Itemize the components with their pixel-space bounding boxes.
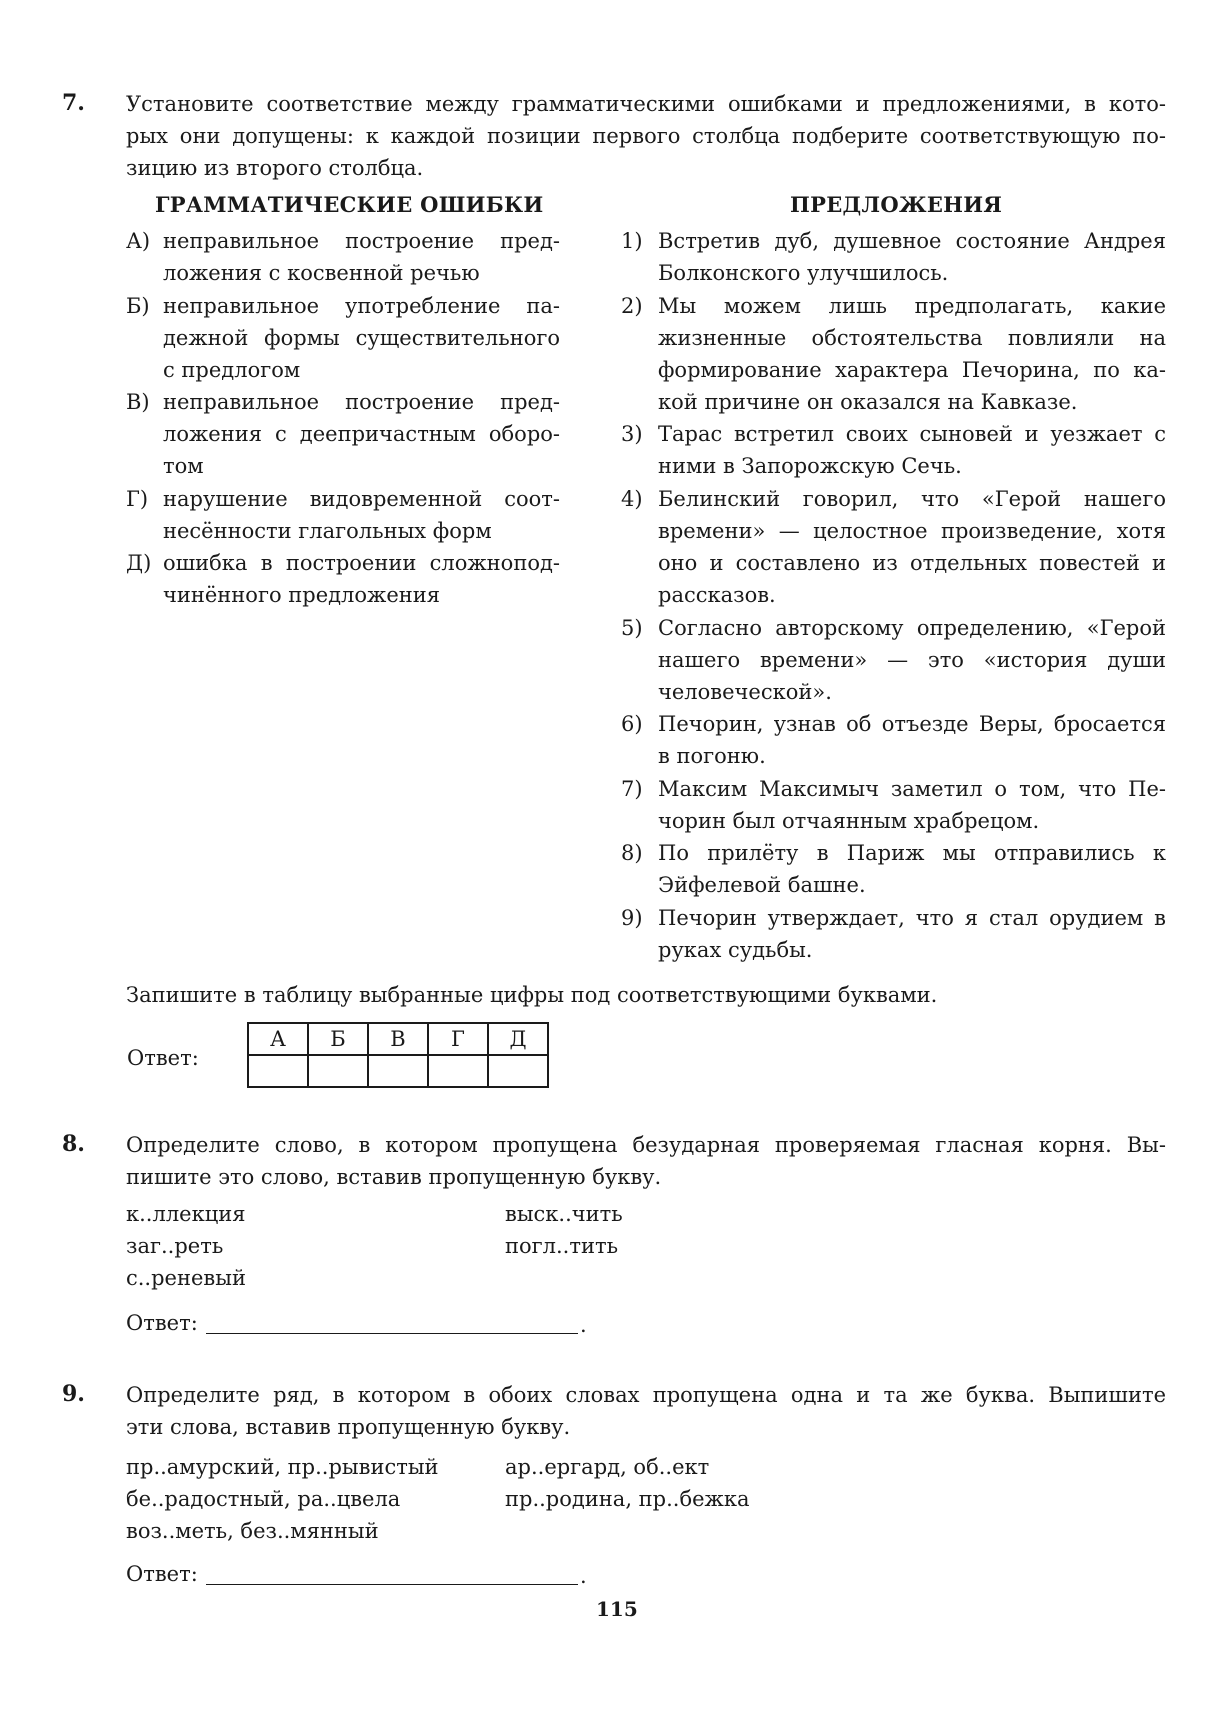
word-option: погл..тить	[505, 1234, 618, 1258]
errors-heading: ГРАММАТИЧЕСКИЕ ОШИБКИ	[155, 192, 544, 217]
word-pair-option: пр..родина, пр..бежка	[505, 1487, 750, 1511]
error-marker: В)	[126, 390, 150, 414]
error-marker: Г)	[126, 487, 149, 511]
sentence-marker: 7)	[621, 777, 643, 801]
error-text-line: неправильное употребление па-	[163, 294, 560, 318]
error-item	[126, 547, 560, 611]
answer-table-letter: Д	[488, 1023, 548, 1055]
sentence-item	[621, 773, 1166, 837]
error-text-line: ошибка в построении сложнопод-	[163, 551, 560, 575]
error-item	[126, 290, 560, 386]
error-marker: Б)	[126, 294, 150, 318]
sentence-text-line: в погоню.	[658, 744, 766, 768]
task-7-answer-label: Ответ:	[127, 1046, 199, 1070]
task-9-answer-field[interactable]	[206, 1584, 578, 1585]
word-pair-option: ар..ергард, об..ект	[505, 1455, 710, 1479]
sentence-text-line: времени» — целостное произведение, хотя	[658, 519, 1166, 543]
sentence-item	[621, 483, 1166, 611]
sentence-text-line: Болконского улучшилось.	[658, 261, 949, 285]
sentence-item	[621, 225, 1166, 289]
sentences-heading: ПРЕДЛОЖЕНИЯ	[790, 192, 1003, 217]
answer-table-letter: А	[248, 1023, 308, 1055]
task-9-answer-label: Ответ:	[126, 1562, 198, 1586]
error-text-line: неправильное построение пред-	[163, 229, 560, 253]
sentence-marker: 8)	[621, 841, 643, 865]
answer-cell[interactable]	[368, 1055, 428, 1087]
sentence-text-line: Белинский говорил, что «Герой нашего	[658, 487, 1166, 511]
word-option: с..реневый	[126, 1266, 246, 1290]
answer-table	[247, 1022, 549, 1088]
sentence-text-line: По прилёту в Париж мы отправились к	[658, 841, 1166, 865]
table-instruction: Запишите в таблицу выбранные цифры под соответствующими буквами.	[126, 983, 938, 1007]
sentence-text-line: Встретив дуб, душевное состояние Андрея	[658, 229, 1166, 253]
task-8-intro-line-1: Определите слово, в котором пропущена безударная проверяемая гласная корня. Вы-	[126, 1133, 1166, 1157]
task-9-number: 9.	[62, 1381, 85, 1407]
sentence-text-line: оно и составлено из отдельных повестей и	[658, 551, 1166, 575]
task-7-intro-line-2: рых они допущены: к каждой позиции первого столбца подберите соответствующую по-	[126, 124, 1166, 148]
error-text-line: дежной формы существительного	[163, 326, 560, 350]
error-text-line: с предлогом	[163, 358, 301, 382]
sentence-marker: 6)	[621, 712, 643, 736]
sentence-marker: 2)	[621, 294, 643, 318]
word-pair-option: пр..амурский, пр..рывистый	[126, 1455, 439, 1479]
sentence-marker: 5)	[621, 616, 643, 640]
sentence-marker: 1)	[621, 229, 643, 253]
answer-table-letter: Б	[308, 1023, 368, 1055]
sentence-text-line: ними в Запорожскую Сечь.	[658, 454, 962, 478]
sentence-item	[621, 837, 1166, 901]
task-7-intro-line-1: Установите соответствие между грамматическими ошибками и предложениями, в кото-	[126, 92, 1166, 116]
page-number: 115	[596, 1597, 638, 1621]
error-text-line: неправильное построение пред-	[163, 390, 560, 414]
sentence-text-line: рассказов.	[658, 583, 776, 607]
word-pair-option: бе..радостный, ра..цвела	[126, 1487, 401, 1511]
sentence-text-line: Мы можем лишь предполагать, какие	[658, 294, 1166, 318]
answer-table-header-row	[248, 1023, 548, 1055]
task-9-intro-line-1: Определите ряд, в котором в обоих словах пропущена одна и та же буква. Выпишите	[126, 1383, 1166, 1407]
sentence-text-line: Печорин утверждает, что я стал орудием в	[658, 906, 1166, 930]
error-marker: А)	[126, 229, 151, 253]
answer-cell[interactable]	[488, 1055, 548, 1087]
sentence-text-line: Тарас встретил своих сыновей и уезжает с	[658, 422, 1166, 446]
sentence-text-line: человеческой».	[658, 680, 832, 704]
sentence-item	[621, 902, 1166, 966]
error-item	[126, 483, 560, 547]
word-option: заг..реть	[126, 1234, 224, 1258]
task-8-number: 8.	[62, 1131, 85, 1157]
error-item	[126, 225, 560, 289]
word-option: к..ллекция	[126, 1202, 246, 1226]
task-8-intro-line-2: пишите это слово, вставив пропущенную букву.	[126, 1165, 662, 1189]
sentence-text-line: Согласно авторскому определению, «Герой	[658, 616, 1166, 640]
error-text-line: ложения с деепричастным оборо-	[163, 422, 560, 446]
task-9-intro-line-2: эти слова, вставив пропущенную букву.	[126, 1415, 571, 1439]
word-option: выск..чить	[505, 1202, 623, 1226]
error-marker: Д)	[126, 551, 152, 575]
error-text-line: несённости глагольных форм	[163, 519, 492, 543]
sentence-item	[621, 418, 1166, 482]
sentence-marker: 4)	[621, 487, 643, 511]
answer-cell[interactable]	[248, 1055, 308, 1087]
word-pair-option: воз..меть, без..мянный	[126, 1519, 379, 1543]
answer-table-letter: Г	[428, 1023, 488, 1055]
answer-cell[interactable]	[308, 1055, 368, 1087]
sentence-text-line: Печорин, узнав об отъезде Веры, бросается	[658, 712, 1166, 736]
answer-table-input-row	[248, 1055, 548, 1087]
sentence-text-line: формирование характера Печорина, по ка-	[658, 358, 1166, 382]
error-item	[126, 386, 560, 482]
error-text-line: чинённого предложения	[163, 583, 441, 607]
error-text-line: нарушение видовременной соот-	[163, 487, 560, 511]
sentence-item	[621, 612, 1166, 708]
task-8-answer-period: .	[580, 1313, 587, 1337]
answer-cell[interactable]	[428, 1055, 488, 1087]
sentence-text-line: руках судьбы.	[658, 938, 813, 962]
answer-table-letter: В	[368, 1023, 428, 1055]
task-8-answer-field[interactable]	[206, 1333, 578, 1334]
task-8-answer-label: Ответ:	[126, 1311, 198, 1335]
task-7-number: 7.	[62, 90, 85, 116]
error-text-line: ложения с косвенной речью	[163, 261, 480, 285]
sentence-item	[621, 708, 1166, 772]
task-7-intro-line-3: зицию из второго столбца.	[126, 156, 424, 180]
sentence-text-line: кой причине он оказался на Кавказе.	[658, 390, 1078, 414]
task-9-answer-period: .	[580, 1564, 587, 1588]
sentence-text-line: Эйфелевой башне.	[658, 873, 866, 897]
sentence-marker: 3)	[621, 422, 643, 446]
sentence-text-line: чорин был отчаянным храбрецом.	[658, 809, 1040, 833]
sentence-text-line: Максим Максимыч заметил о том, что Пе-	[658, 777, 1166, 801]
error-text-line: том	[163, 454, 204, 478]
sentence-marker: 9)	[621, 906, 643, 930]
sentence-text-line: жизненные обстоятельства повлияли на	[658, 326, 1166, 350]
sentence-text-line: нашего времени» — это «история души	[658, 648, 1166, 672]
sentence-item	[621, 290, 1166, 418]
